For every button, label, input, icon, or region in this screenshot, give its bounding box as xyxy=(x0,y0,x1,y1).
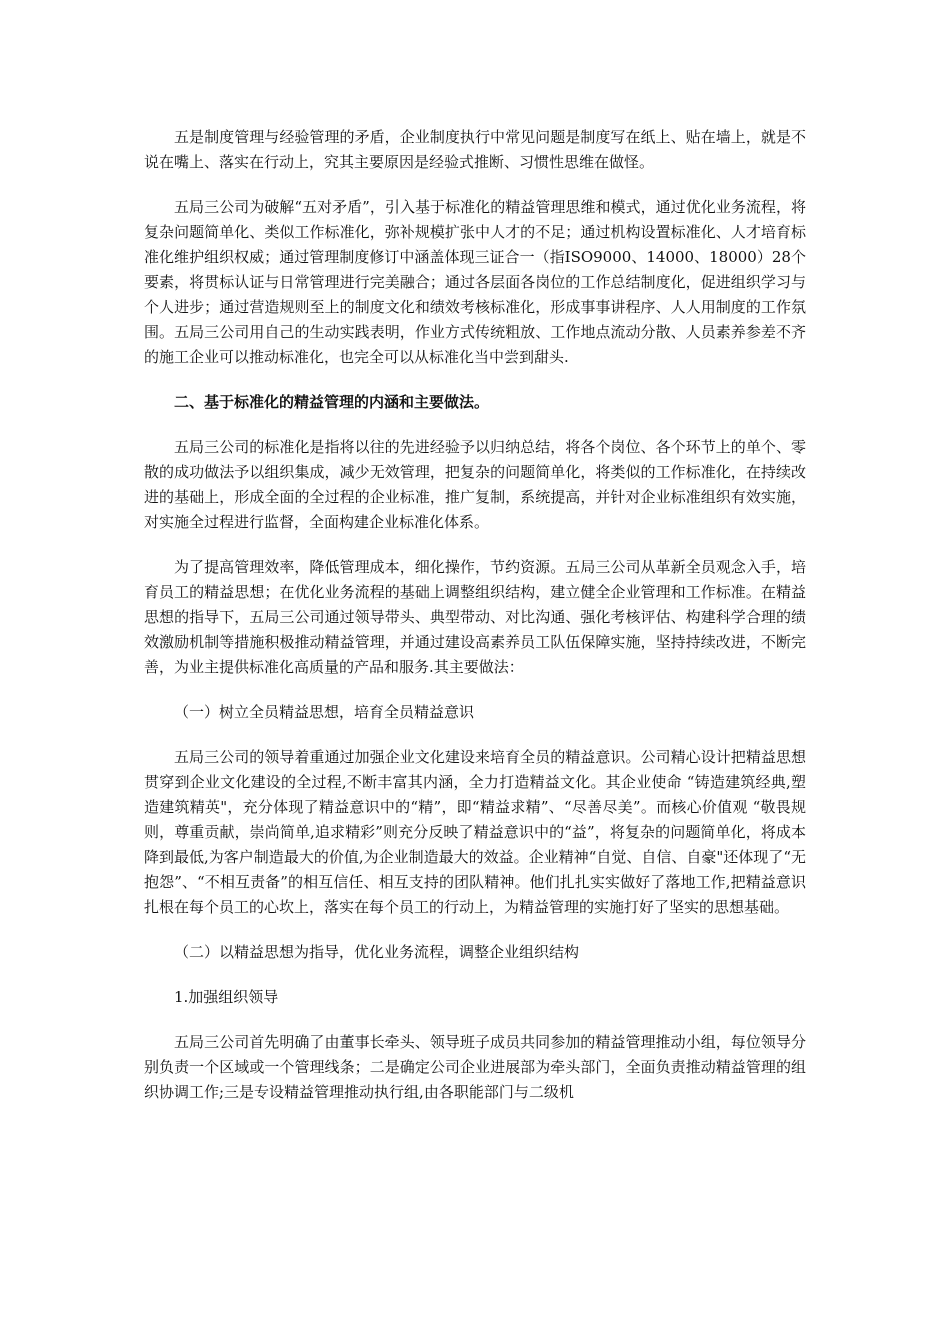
paragraph-lean-culture: 五局三公司的领导着重通过加强企业文化建设来培育全员的精益意识。公司精心设计把精益思想贯穿到企业文化建设的全过程,不断丰富其内涵，全力打造精益文化。其企业使命 “铸造建筑经典,塑造建筑精英"，充分体现了精益意识中的“精”，即“精益求精”、“尽善尽美”。而核心价值观 “敬畏规则，尊重贡献，崇尚简单,追求精彩”则充分反映了精益意识中的“益”，将复杂的问题简单化，将成本降到最低,为客户制造最大的价值,为企业制造最大的效益。企业精神“自觉、自信、自豪"还体现了“无抱怨”、“不相互责备”的相互信任、相互支持的团队精神。他们扎扎实实做好了落地工作,把精益意识扎根在每个员工的心坎上，落实在每个员工的行动上，为精益管理的实施打好了坚实的思想基础。 xyxy=(144,748,806,916)
paragraph-standardization-definition: 五局三公司的标准化是指将以往的先进经验予以归纳总结，将各个岗位、各个环节上的单个、零散的成功做法予以组织集成，减少无效管理，把复杂的问题简单化，将类似的工作标准化，在持续改进的基础上，形成全面的全过程的企业标准，推广复制，系统提高，并针对企业标准组织有效实施，对实施全过程进行监督，全面构建企业标准化体系。 xyxy=(144,438,806,531)
paragraph-organization-leadership: 五局三公司首先明确了由董事长牵头、领导班子成员共同参加的精益管理推动小组，每位领导分别负责一个区域或一个管理线条；二是确定公司企业进展部为牵头部门，全面负责推动精益管理的组织协调工作;三是专设精益管理推动执行组,由各职能部门与二级机 xyxy=(144,1033,806,1101)
document-body xyxy=(144,125,806,1105)
paragraph-contradiction-five: 五是制度管理与经验管理的矛盾，企业制度执行中常见问题是制度写在纸上、贴在墙上，就是不说在嘴上、落实在行动上，究其主要原因是经验式推断、习惯性思维在做怪。 xyxy=(144,128,806,171)
numbered-heading-1: 1.加强组织领导 xyxy=(174,988,279,1006)
section-heading-2: 二、基于标准化的精益管理的内涵和主要做法。 xyxy=(174,393,490,411)
paragraph-management-approach: 为了提高管理效率，降低管理成本，细化操作，节约资源。五局三公司从革新全员观念入手，培育员工的精益思想；在优化业务流程的基础上调整组织结构，建立健全企业管理和工作标准。在精益思想的指导下，五局三公司通过领导带头、典型带动、对比沟通、强化考核评估、构建科学合理的绩效激励机制等措施积极推动精益管理，并通过建设高素养员工队伍保障实施，坚持持续改进，不断完善，为业主提供标准化高质量的产品和服务.其主要做法： xyxy=(144,558,806,676)
paragraph-solution-overview: 五局三公司为破解“五对矛盾”，引入基于标准化的精益管理思维和模式，通过优化业务流程，将复杂问题简单化、类似工作标准化，弥补规模扩张中人才的不足；通过机构设置标准化、人才培育标准化维护组织权威；通过管理制度修订中涵盖体现三证合一（指ISO9000、14000、18000）28个要素，将贯标认证与日常管理进行完美融合；通过各层面各岗位的工作总结制度化，促进组织学习与个人进步；通过营造规则至上的制度文化和绩效考核标准化，形成事事讲程序、人人用制度的工作氛围。五局三公司用自己的生动实践表明，作业方式传统粗放、工作地点流动分散、人员素养参差不齐的施工企业可以推动标准化，也完全可以从标准化当中尝到甜头. xyxy=(144,198,806,366)
subsection-heading-2: （二）以精益思想为指导，优化业务流程，调整企业组织结构 xyxy=(174,943,580,961)
subsection-heading-1: （一）树立全员精益思想，培育全员精益意识 xyxy=(174,703,475,721)
